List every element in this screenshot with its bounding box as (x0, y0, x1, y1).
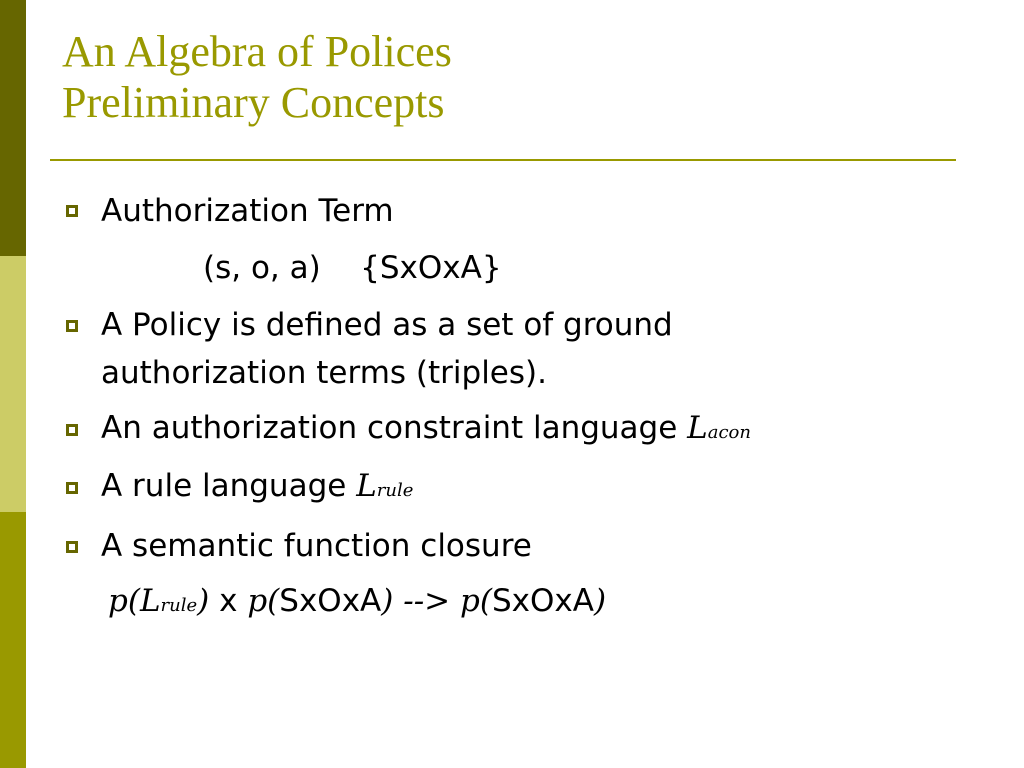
formula-subscript: rule (160, 595, 198, 616)
bullet-square-icon (66, 482, 78, 494)
title-divider (50, 159, 956, 161)
slide-title (62, 26, 452, 128)
bullet-3-text (101, 410, 751, 451)
closure-formula (108, 583, 606, 624)
formula-language-symbol: L (139, 583, 161, 619)
formula-close-2: ) (593, 583, 607, 619)
bullet-5-text: A semantic function closure (101, 528, 532, 564)
bullet-2-line-2: authorization terms (triples). (101, 355, 547, 391)
bullet-square-icon (66, 424, 78, 436)
side-bar-olive (0, 512, 26, 768)
formula-powerset-3: p( (460, 583, 492, 619)
bullet-4-text (101, 468, 413, 509)
bullet-1-subline: (s, o, a) {SxOxA} (203, 250, 502, 286)
bullet-3-label: An authorization constraint language (101, 410, 688, 446)
formula-set-1: SxOxA (279, 583, 382, 619)
side-bar-dark (0, 0, 26, 256)
formula-close-1: ) (197, 583, 210, 619)
language-symbol: L (687, 410, 708, 446)
title-line-2: Preliminary Concepts (62, 78, 445, 127)
bullet-square-icon (66, 320, 78, 332)
formula-powerset-2: p( (247, 583, 280, 619)
bullet-2-line-1: A Policy is defined as a set of ground (101, 307, 673, 343)
language-symbol: L (356, 468, 377, 504)
side-bar-light (0, 256, 26, 512)
formula-powerset-1: p( (108, 583, 140, 619)
bullet-square-icon (66, 541, 78, 553)
title-line-1: An Algebra of Polices (62, 27, 452, 76)
formula-times: x (209, 583, 248, 619)
language-subscript: rule (376, 480, 414, 501)
formula-set-2: SxOxA (491, 583, 594, 619)
bullet-1-text: Authorization Term (101, 193, 394, 229)
language-subscript: acon (707, 422, 751, 443)
bullet-square-icon (66, 205, 78, 217)
bullet-4-label: A rule language (101, 468, 357, 504)
formula-arrow: ) --> (381, 583, 460, 619)
